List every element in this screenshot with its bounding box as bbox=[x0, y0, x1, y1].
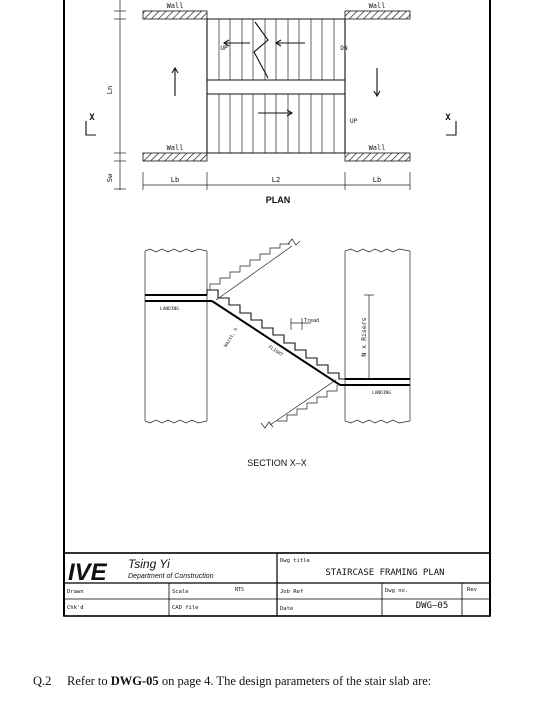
department-name: Department of Construction bbox=[128, 573, 214, 580]
title-block bbox=[64, 553, 490, 616]
plan-view bbox=[86, 0, 456, 205]
wall-column-left bbox=[145, 249, 207, 423]
dwg-no-label: Dwg no. bbox=[385, 588, 409, 594]
tread-label: Tread bbox=[304, 318, 320, 324]
rev-label: Rev bbox=[467, 587, 477, 593]
date-label: Date bbox=[280, 606, 294, 612]
waist-label: Waist, h bbox=[223, 327, 240, 349]
question-text-before: Refer to bbox=[67, 674, 108, 688]
arrow-icon bbox=[374, 68, 380, 96]
wall-bottom-right bbox=[345, 153, 410, 161]
risers-label: N x Risers bbox=[360, 317, 368, 357]
lower-flight-soffit bbox=[270, 380, 336, 425]
ive-logo: IVE bbox=[68, 559, 107, 586]
question-text-after: on page 4. The design parameters of the stair slab are: bbox=[161, 674, 432, 688]
wall-label: Wall bbox=[368, 144, 386, 152]
dn-label: DN bbox=[340, 45, 348, 52]
dim-ln-label: Ln bbox=[106, 85, 114, 95]
dim-lb-label: Lb bbox=[372, 176, 382, 184]
wall-label: Wall bbox=[166, 2, 184, 10]
up-label: UP bbox=[220, 45, 228, 52]
upper-flight-treads bbox=[219, 19, 334, 80]
landing-label: LANDING bbox=[372, 391, 391, 396]
wall-column-right bbox=[345, 249, 410, 423]
institute-name: Tsing Yi bbox=[128, 557, 170, 571]
upper-flight-soffit bbox=[216, 246, 292, 300]
arrow-icon bbox=[258, 110, 292, 116]
wall-label: Wall bbox=[166, 144, 184, 152]
question-drawing-ref: DWG-05 bbox=[110, 674, 159, 688]
section-marker-left bbox=[86, 121, 96, 135]
drawn-label: Drawn bbox=[67, 589, 84, 595]
arrow-icon bbox=[172, 68, 178, 96]
dwg-title-label: Dwg title bbox=[280, 558, 310, 564]
dim-l2-label: L2 bbox=[271, 176, 281, 184]
section-mark-label: X bbox=[89, 113, 95, 123]
lower-flight-treads bbox=[219, 94, 334, 153]
dwg-title: STAIRCASE FRAMING PLAN bbox=[325, 568, 445, 578]
landing-label: LANDING bbox=[160, 307, 179, 312]
wall-top-right bbox=[345, 11, 410, 19]
job-ref-label: Job Ref bbox=[280, 589, 304, 595]
break-line bbox=[254, 22, 268, 78]
chkd-label: Chk'd bbox=[67, 605, 84, 611]
dim-lb-label: Lb bbox=[170, 176, 180, 184]
section-mark-label: X bbox=[445, 113, 451, 123]
wall-top-left bbox=[143, 11, 207, 19]
section-title: SECTION X–X bbox=[247, 458, 307, 468]
section-marker-right bbox=[446, 121, 456, 135]
question-text bbox=[33, 674, 533, 689]
up-label: UP bbox=[350, 118, 358, 125]
upper-flight-steps bbox=[210, 244, 290, 290]
wall-bottom-left bbox=[143, 153, 207, 161]
flight-steps bbox=[207, 290, 345, 379]
plan-title: PLAN bbox=[265, 195, 291, 205]
lower-flight-steps bbox=[277, 385, 337, 421]
section-view bbox=[145, 239, 410, 468]
dim-sw-label: Sw bbox=[106, 173, 114, 183]
break-line bbox=[261, 422, 273, 428]
dimension-vertical bbox=[114, 0, 126, 190]
scale-label: Scale bbox=[172, 589, 189, 595]
dwg-no: DWG–05 bbox=[415, 601, 449, 611]
flight-label: FLIGHT bbox=[267, 345, 284, 359]
wall-label: Wall bbox=[368, 2, 386, 10]
cad-file-label: CAD file bbox=[172, 605, 199, 611]
scale-value: NTS bbox=[235, 587, 245, 593]
question-number: Q.2 bbox=[33, 674, 52, 688]
